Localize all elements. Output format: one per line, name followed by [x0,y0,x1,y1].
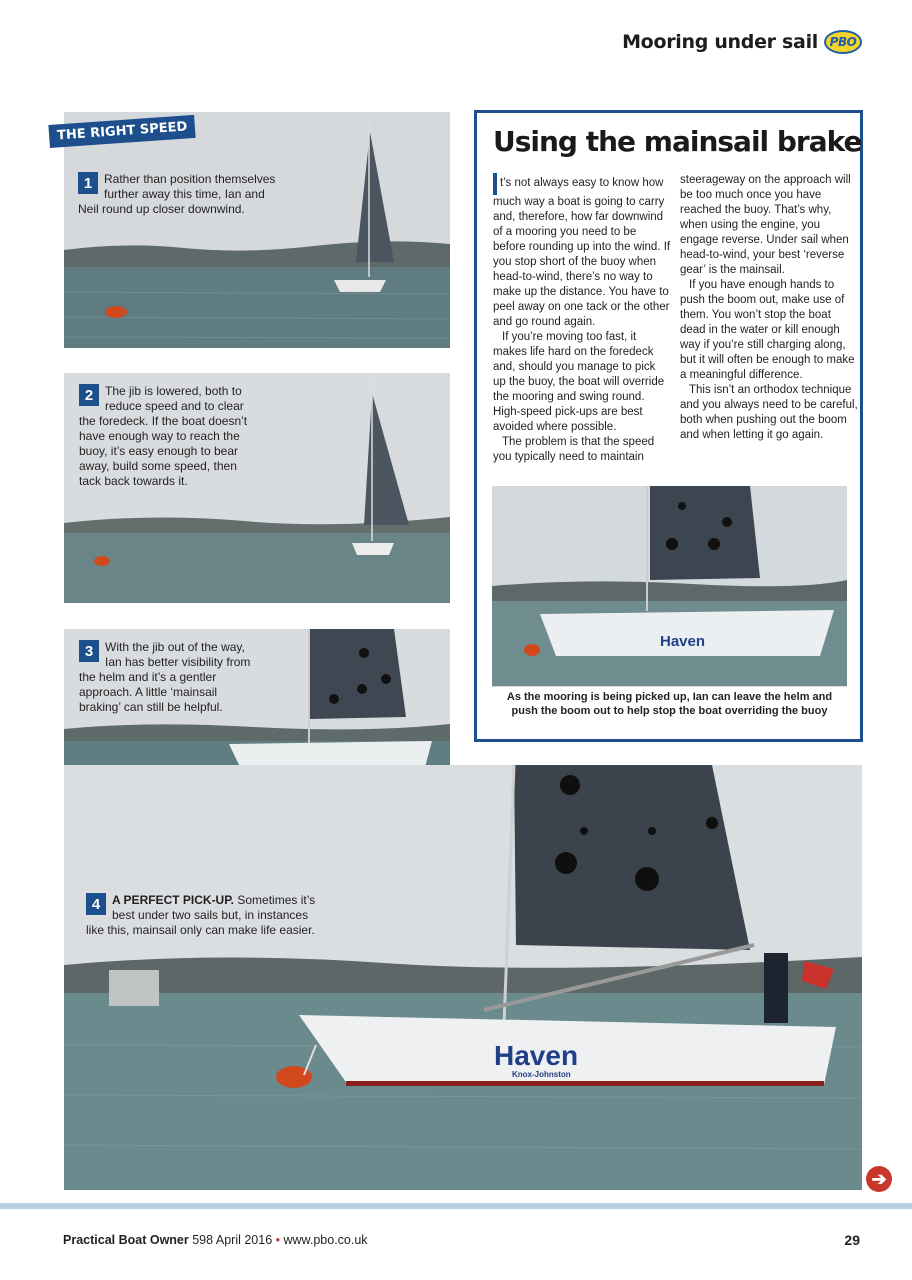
paragraph-text: t’s not always easy to know how much way a boat is going to carry and, therefore, how far downwind of a mooring you need to be before rounding up into the wind. If you stop short of the buoy when head-to-wind, there’s no way to make up the distance. You have to peel away on one tack or the other and go round again. [493,177,671,328]
step-number: 2 [79,384,99,406]
continue-arrow-icon: ➔ [866,1166,892,1192]
article-paragraph: The problem is that the speed you typically need to maintain [493,436,655,463]
boat-name: Haven [660,633,706,650]
pbo-logo [824,30,862,54]
step-number: 3 [79,640,99,662]
article-column-1 [493,173,671,465]
footer-bullet: • [275,1233,281,1247]
page-number: 29 [844,1232,860,1248]
photo-4 [64,765,862,1190]
boat-name-large: Haven [494,1040,579,1071]
article-paragraph: This isn’t an orthodox technique and you always need to be careful, both when pushing out the boom and when letting it go again. [680,384,858,441]
article-paragraph: If you’re moving too fast, it makes life hard on the foredeck and, should you manage to pick up the buoy, the boat will override the mooring and swing round. High-speed pick-ups are best avoided where possible. [493,331,665,433]
footer-url[interactable]: www.pbo.co.uk [280,1233,368,1247]
caption-text: With the jib out of the way, Ian has better visibility from the helm and it’s a gentler approach. A little ‘mainsail braking’ can still be helpful. [79,640,251,714]
boat-subname: Knox-Johnston [512,1070,571,1079]
magazine-name: Practical Boat Owner [63,1233,189,1247]
article-column-2 [680,173,858,443]
caption-4 [86,893,318,938]
issue-info: 598 April 2016 [188,1233,276,1247]
article-photo-caption: As the mooring is being picked up, Ian can leave the helm and push the boom out to help stop the boat overriding the buoy [492,686,847,722]
caption-2 [79,384,251,489]
article-photo [492,486,847,686]
photo-1 [64,112,450,348]
section-tag: THE RIGHT SPEED [48,115,196,148]
caption-text: Sometimes it’s best under two sails but, in instances like this, mainsail only can make life easier. [86,893,316,937]
article-paragraph [493,173,671,330]
sidebar-article [474,110,863,742]
footer-rule [0,1203,912,1209]
article-paragraph: steerageway on the approach will be too much once you have reached the buoy. That’s why, when using the engine, you engage reverse. Under sail when head-to-wind, your best ‘reverse gear’ is the mainsail. [680,174,851,276]
caption-3 [79,640,251,715]
caption-text: The jib is lowered, both to reduce speed and to clear the foredeck. If the boat doesn’t have enough way to reach the buoy, it’s easy enough to bear away, build some speed, then tack back towards it. [79,384,248,488]
footer-credit [63,1233,368,1247]
caption-lead: A PERFECT PICK-UP. [112,893,235,907]
pbo-logo-text: PBO [829,35,857,49]
article-title: Using the mainsail brake [493,125,862,158]
drop-cap [493,173,497,195]
running-header [622,30,862,54]
article-paragraph: If you have enough hands to push the boom out, make use of them. You won’t stop the boat dead in the water or kill enough way if you’re still charging along, but it will often be enough to make a meaningful difference. [680,279,855,381]
caption-text: Rather than position themselves further away this time, Ian and Neil round up closer downwind. [78,172,276,216]
step-number: 4 [86,893,106,915]
step-number: 1 [78,172,98,194]
section-title: Mooring under sail [622,31,818,53]
caption-1 [78,172,283,217]
